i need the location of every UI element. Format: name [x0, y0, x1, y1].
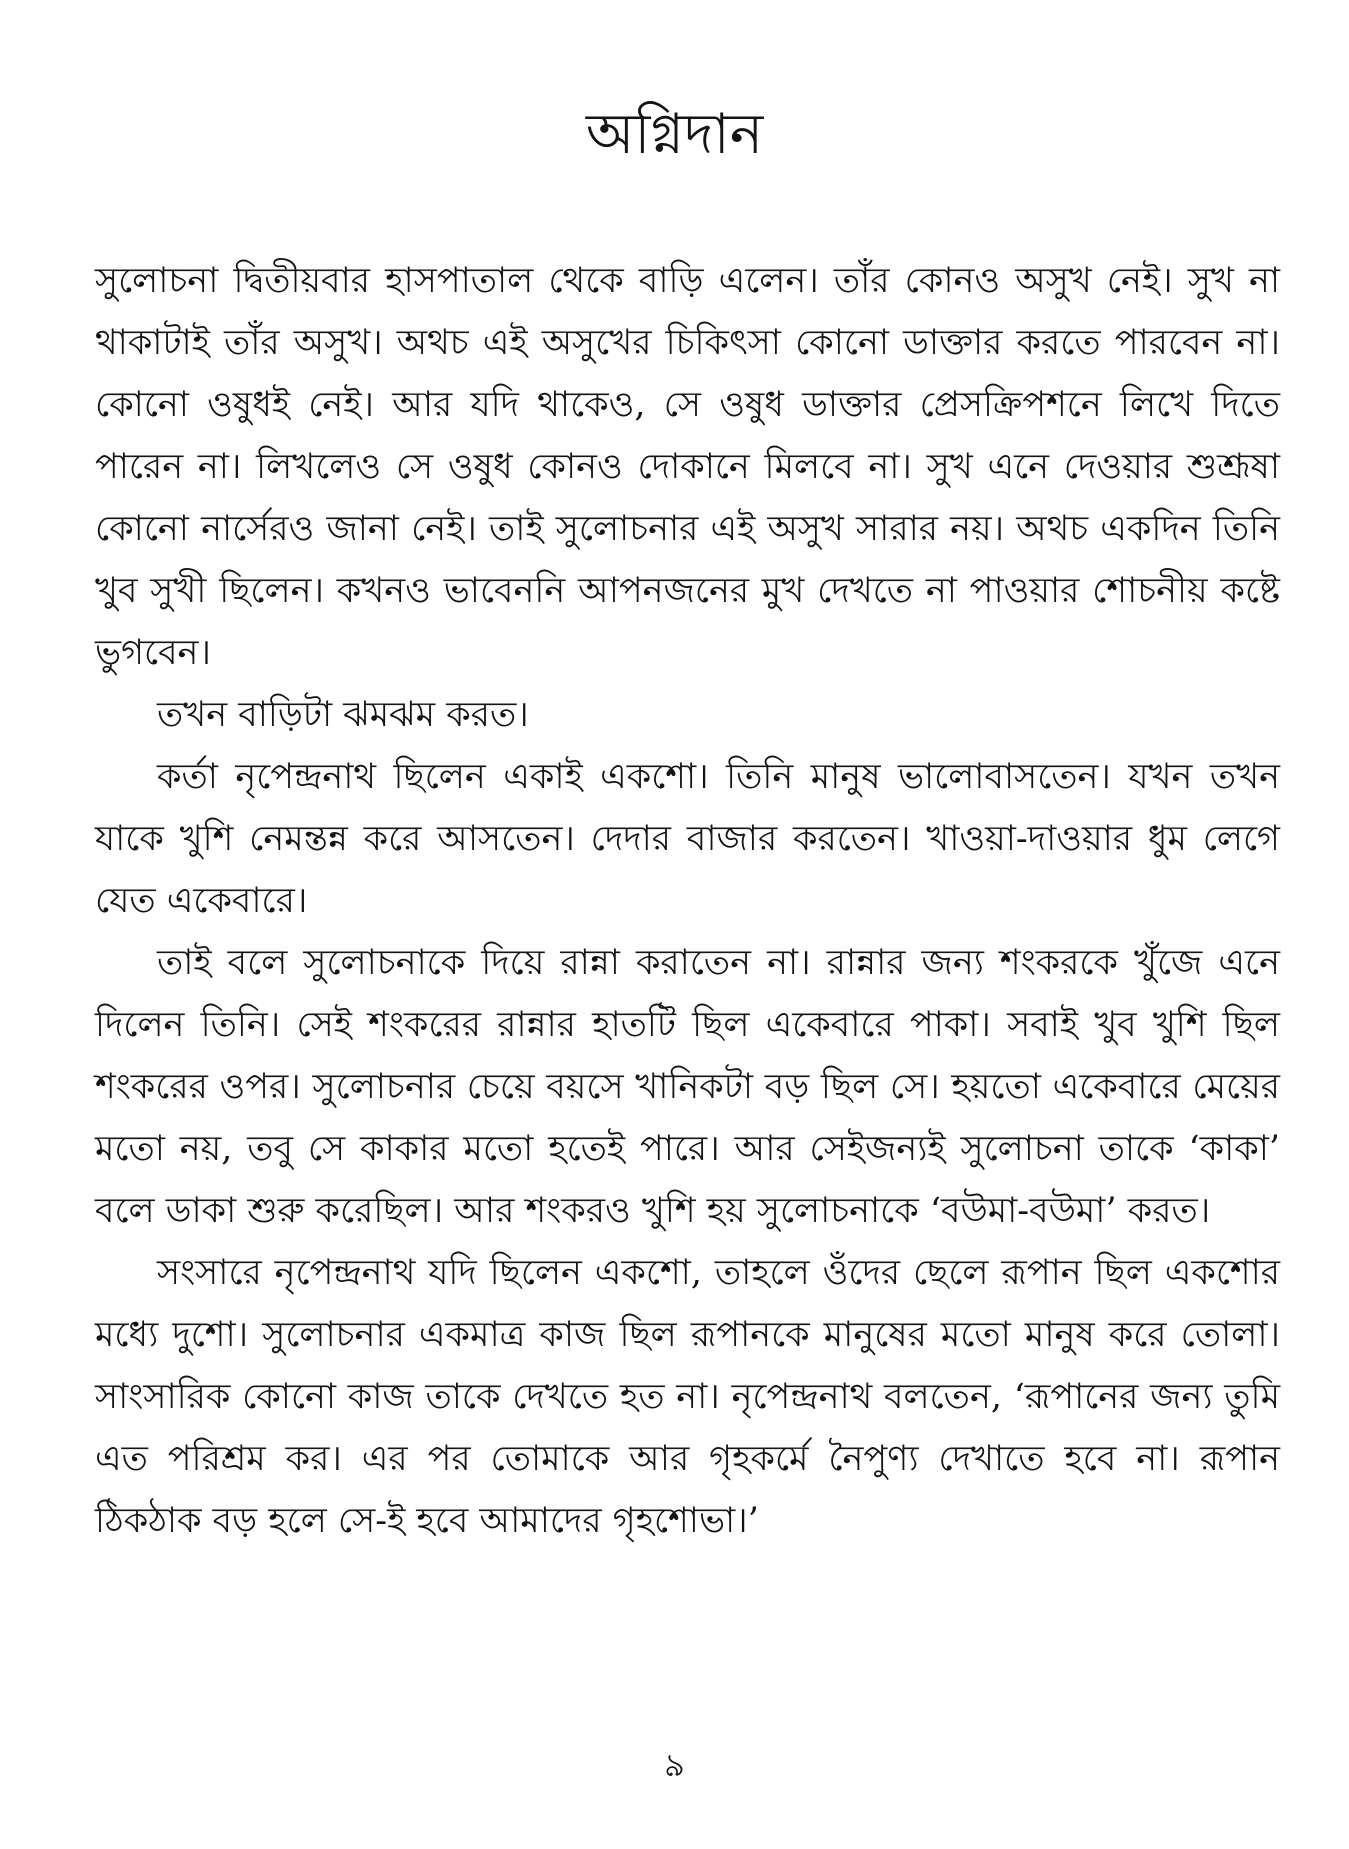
paragraph-3: কর্তা নৃপেন্দ্রনাথ ছিলেন একাই একশো। তিনি মানুষ ভালোবাসতেন। যখন তখন যাকে খুশি নেমন্তন্ন করে আসতেন। দেদার বাজার করতেন। খাওয়া-দাওয়ার ধুম লেগে যেত একেবারে।	[95, 757, 1280, 921]
chapter-title: অগ্নিদান	[585, 102, 764, 167]
page-number: ৯	[664, 1746, 685, 1784]
paragraph-1: সুলোচনা দ্বিতীয়বার হাসপাতাল থেকে বাড়ি এলেন। তাঁর কোনও অসুখ নেই। সুখ না থাকাটাই তাঁর অসুখ। অথচ এই অসুখের চিকিৎসা কোনো ডাক্তার করতে পারবেন না। কোনো ওষুধই নেই। আর যদি থাকেও, সে ওষুধ ডাক্তার প্রেসক্রিপশনে লিখে দিতে পারেন না। লিখলেও সে ওষুধ কোনও দোকানে মিলবে না। সুখ এনে দেওয়ার শুশ্রূষা কোনো নার্সেরও জানা নেই। তাই সুলোচনার এই অসুখ সারার নয়। অথচ একদিন তিনি খুব সুখী ছিলেন। কখনও ভাবেননি আপনজনের মুখ দেখতে না পাওয়ার শোচনীয় কষ্টে ভুগবেন।	[95, 261, 1280, 673]
paragraph-2: তখন বাড়িটা ঝমঝম করত।	[157, 695, 529, 735]
body-text	[95, 250, 1280, 1552]
paragraph-5: সংসারে নৃপেন্দ্রনাথ যদি ছিলেন একশো, তাহলে ওঁদের ছেলে রূপান ছিল একশোর মধ্যে দুশো। সুলোচনার একমাত্র কাজ ছিল রূপানকে মানুষের মতো মানুষ করে তোলা। সাংসারিক কোনো কাজ তাকে দেখতে হত না। নৃপেন্দ্রনাথ বলতেন, ‘রূপানের জন্য তুমি এত পরিশ্রম কর। এর পর তোমাকে আর গৃহকর্মে নৈপুণ্য দেখাতে হবে না। রূপান ঠিকঠাক বড় হলে সে-ই হবে আমাদের গৃহশোভা।’	[95, 1253, 1280, 1541]
paragraph-4: তাই বলে সুলোচনাকে দিয়ে রান্না করাতেন না। রান্নার জন্য শংকরকে খুঁজে এনে দিলেন তিনি। সেই শংকরের রান্নার হাতটি ছিল একেবারে পাকা। সবাই খুব খুশি ছিল শংকরের ওপর। সুলোচনার চেয়ে বয়সে খানিকটা বড় ছিল সে। হয়তো একেবারে মেয়ের মতো নয়, তবু সে কাকার মতো হতেই পারে। আর সেইজন্যই সুলোচনা তাকে ‘কাকা’ বলে ডাকা শুরু করেছিল। আর শংকরও খুশি হয় সুলোচনাকে ‘বউমা-বউমা’ করত।	[95, 943, 1280, 1231]
